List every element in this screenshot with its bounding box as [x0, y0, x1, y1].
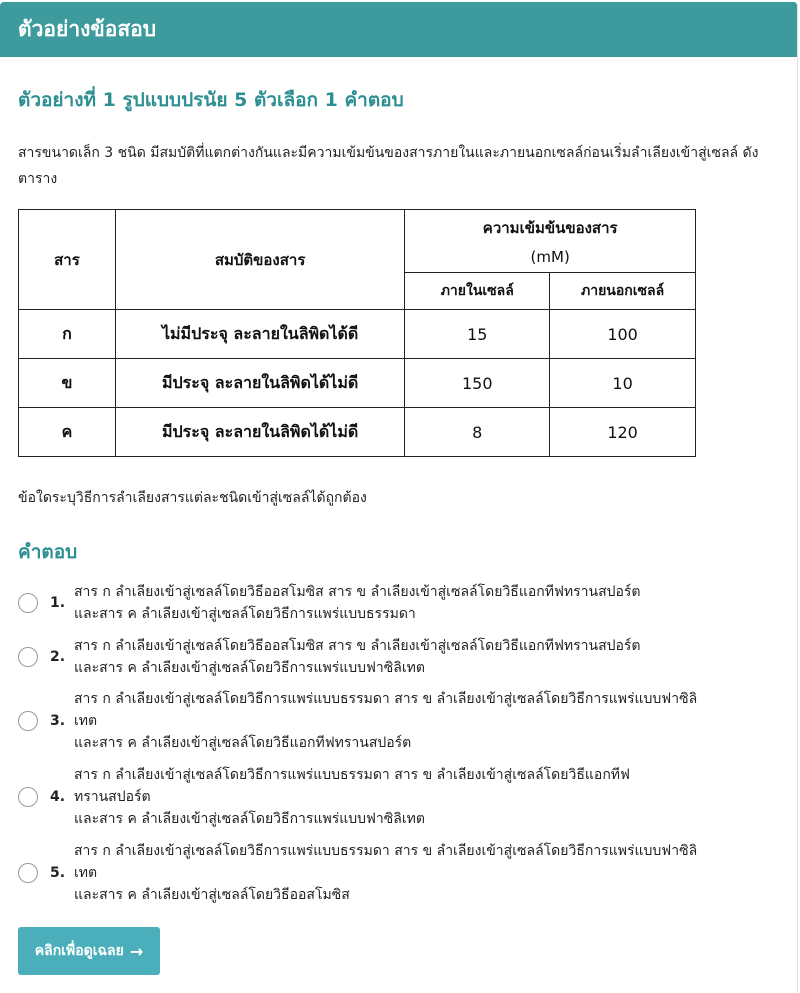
option-line: และสาร ค ลำเลียงเข้าสู่เซลล์โดยวิธีการแพร่แบบฟาซิลิเทต [74, 660, 425, 676]
option-line: เทต [74, 865, 98, 881]
radio-button[interactable] [18, 863, 38, 883]
option-line: สาร ก ลำเลียงเข้าสู่เซลล์โดยวิธีการแพร่แบบธรรมดา สาร ข ลำเลียงเข้าสู่เซลล์โดยวิธีการแพร่แบบฟาซิลิ [74, 843, 698, 859]
header-substance: สาร [19, 210, 116, 310]
substance-table [18, 209, 696, 457]
show-answer-button[interactable] [18, 927, 160, 975]
option-line: และสาร ค ลำเลียงเข้าสู่เซลล์โดยวิธีออสโมซิส [74, 887, 350, 903]
arrow-right-icon: → [129, 941, 144, 961]
option-text [74, 688, 764, 754]
option-line: และสาร ค ลำเลียงเข้าสู่เซลล์โดยวิธีการแพร่แบบธรรมดา [74, 606, 416, 622]
option-number: 2. [50, 649, 66, 665]
exam-card [0, 2, 798, 993]
cell-outside: 10 [550, 359, 696, 408]
header-inside: ภายในเซลล์ [405, 273, 550, 310]
option-line: และสาร ค ลำเลียงเข้าสู่เซลล์โดยวิธีการแพร่แบบฟาซิลิเทต [74, 811, 425, 827]
option-line: สาร ก ลำเลียงเข้าสู่เซลล์โดยวิธีการแพร่แบบธรรมดา สาร ข ลำเลียงเข้าสู่เซลล์โดยวิธีการแพร่แบบฟาซิลิ [74, 691, 698, 707]
cell-inside: 150 [405, 359, 550, 408]
show-answer-label: คลิกเพื่อดูเฉลย [34, 943, 124, 959]
answer-option-3[interactable] [18, 688, 764, 754]
cell-substance: ข [19, 359, 116, 408]
card-header: ตัวอย่างข้อสอบ [0, 2, 797, 57]
cell-inside: 8 [405, 408, 550, 457]
cell-property: มีประจุ ละลายในลิพิดได้ไม่ดี [115, 359, 405, 408]
radio-button[interactable] [18, 593, 38, 613]
question-text: ข้อใดระบุวิธีการลำเลียงสารแต่ละชนิดเข้าสู่เซลล์ได้ถูกต้อง [18, 490, 367, 506]
option-text [74, 581, 764, 625]
option-line: สาร ก ลำเลียงเข้าสู่เซลล์โดยวิธีการแพร่แบบธรรมดา สาร ข ลำเลียงเข้าสู่เซลล์โดยวิธีแอกทีฟ [74, 767, 630, 783]
option-text [74, 840, 764, 906]
header-outside: ภายนอกเซลล์ [550, 273, 696, 310]
cell-outside: 120 [550, 408, 696, 457]
cell-property: ไม่มีประจุ ละลายในลิพิดได้ดี [115, 310, 405, 359]
header-unit: (mM) [530, 248, 570, 266]
option-line: ทรานสปอร์ต [74, 789, 151, 805]
option-line: สาร ก ลำเลียงเข้าสู่เซลล์โดยวิธีออสโมซิส สาร ข ลำเลียงเข้าสู่เซลล์โดยวิธีแอกทีฟทรานสปอร์ต [74, 584, 641, 600]
option-number: 3. [50, 713, 66, 729]
radio-button[interactable] [18, 711, 38, 731]
radio-button[interactable] [18, 787, 38, 807]
answer-option-1[interactable] [18, 581, 764, 625]
header-concentration-label: ความเข้มข้นของสาร [482, 219, 618, 237]
option-number: 4. [50, 789, 66, 805]
answer-option-4[interactable] [18, 764, 764, 830]
option-number: 1. [50, 595, 66, 611]
question-intro: สารขนาดเล็ก 3 ชนิด มีสมบัติที่แตกต่างกันและมีความเข้มข้นของสารภายในและภายนอกเซลล์ก่อนเริ่มลำเลียงเข้าสู่เซลล์ ดังตาราง [18, 145, 759, 187]
cell-substance: ค [19, 408, 116, 457]
answer-option-5[interactable] [18, 840, 764, 906]
table-row [19, 408, 696, 457]
option-number: 5. [50, 865, 66, 881]
option-line: และสาร ค ลำเลียงเข้าสู่เซลล์โดยวิธีแอกทีฟทรานสปอร์ต [74, 735, 412, 751]
header-concentration [405, 210, 696, 273]
table-row [19, 359, 696, 408]
answers-title: คำตอบ [18, 541, 78, 563]
example-title: ตัวอย่างที่ 1 รูปแบบปรนัย 5 ตัวเลือก 1 คำตอบ [18, 89, 404, 111]
option-text [74, 764, 764, 830]
option-line: สาร ก ลำเลียงเข้าสู่เซลล์โดยวิธีออสโมซิส สาร ข ลำเลียงเข้าสู่เซลล์โดยวิธีแอกทีฟทรานสปอร์ต [74, 638, 641, 654]
table-row [19, 310, 696, 359]
cell-property: มีประจุ ละลายในลิพิดได้ไม่ดี [115, 408, 405, 457]
option-line: เทต [74, 713, 98, 729]
radio-button[interactable] [18, 647, 38, 667]
answer-option-2[interactable] [18, 635, 764, 679]
cell-outside: 100 [550, 310, 696, 359]
header-property: สมบัติของสาร [115, 210, 405, 310]
cell-substance: ก [19, 310, 116, 359]
option-text [74, 635, 764, 679]
cell-inside: 15 [405, 310, 550, 359]
